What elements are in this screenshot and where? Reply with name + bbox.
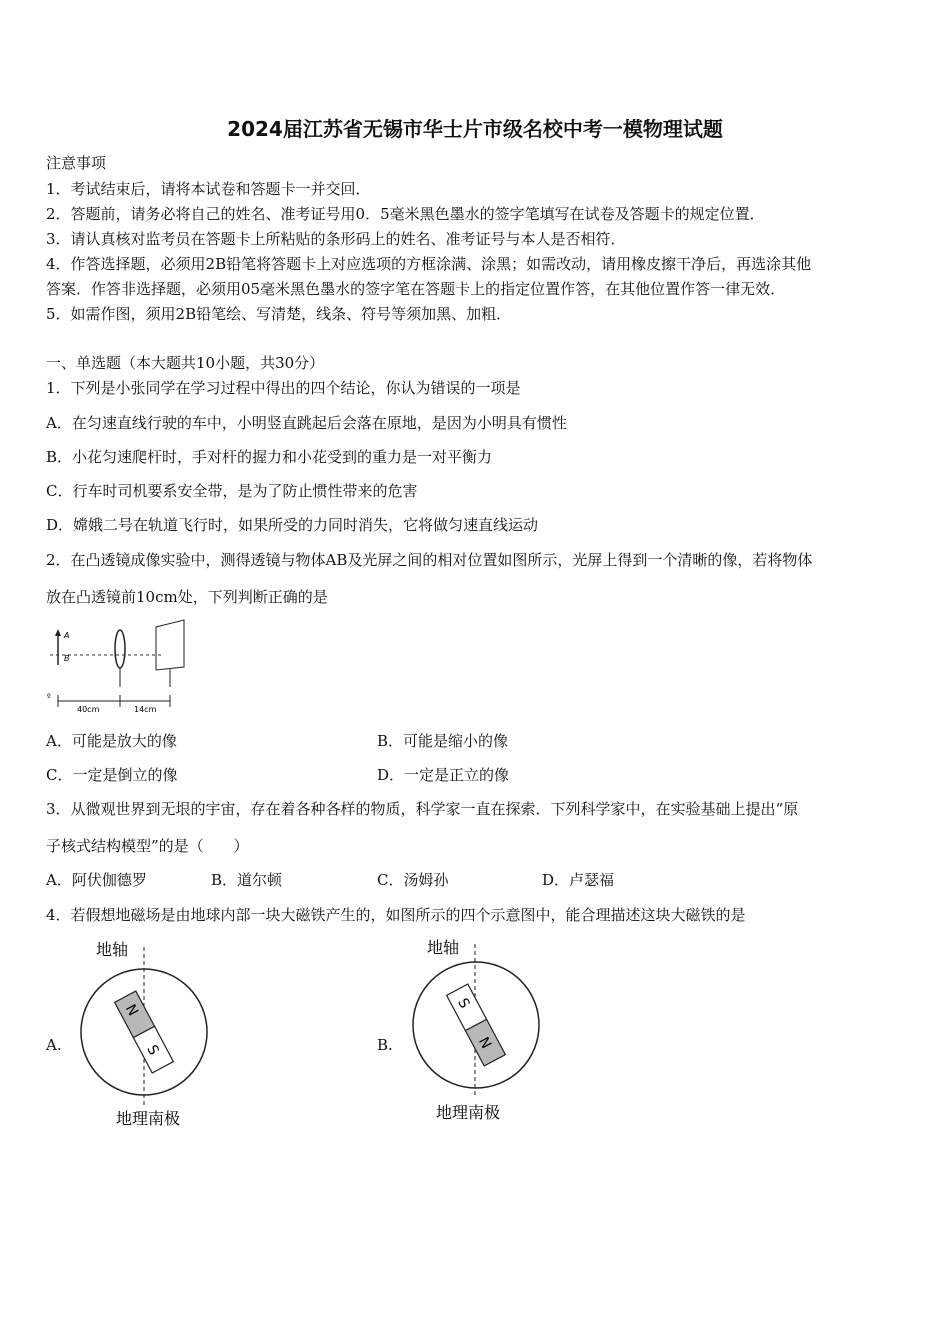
earth-magnet-figure-a bbox=[70, 935, 220, 1135]
question-4-option-b: B. bbox=[377, 1036, 393, 1054]
bar-magnet bbox=[447, 984, 506, 1066]
south-pole-label: 地理南极 bbox=[436, 1103, 501, 1122]
question-3-stem-line1: 3．从微观世界到无垠的宇宙，存在着各种各样的物质，科学家一直在探索．下列科学家中，在实验基础上提出“原 bbox=[46, 800, 799, 818]
object-label-b: B bbox=[64, 654, 70, 663]
note-item: 1．考试结束后，请将本试卷和答题卡一并交回． bbox=[46, 180, 371, 198]
question-2-option-d: D．一定是正立的像 bbox=[377, 766, 510, 784]
dimension-label-40cm: 40cm bbox=[77, 705, 100, 714]
object-label-a: A bbox=[64, 631, 70, 640]
note-item: 5．如需作图，须用2B铅笔绘、写清楚，线条、符号等须加黑、加粗． bbox=[46, 305, 512, 323]
earth-axis-label: 地轴 bbox=[96, 940, 129, 959]
note-item: 3．请认真核对监考员在答题卡上所粘贴的条形码上的姓名、准考证号与本人是否相符． bbox=[46, 230, 626, 248]
question-2-option-a: A．可能是放大的像 bbox=[46, 732, 177, 750]
question-1-option-d: D．嫦娥二号在轨道飞行时，如果所受的力同时消失，它将做匀速直线运动 bbox=[46, 516, 539, 534]
note-item: 2．答题前，请务必将自己的姓名、准考证号用0．5毫米黑色墨水的签字笔填写在试卷及答题卡的规定位置． bbox=[46, 205, 765, 223]
question-4-stem: 4．若假想地磁场是由地球内部一块大磁铁产生的，如图所示的四个示意图中，能合理描述这块大磁铁的是 bbox=[46, 906, 746, 924]
question-2-option-c: C．一定是倒立的像 bbox=[46, 766, 178, 784]
pole-label-s: S bbox=[143, 1042, 162, 1058]
south-pole-label: 地理南极 bbox=[116, 1109, 181, 1128]
question-1-stem: 1．下列是小张同学在学习过程中得出的四个结论，你认为错误的一项是 bbox=[46, 379, 521, 397]
question-3-option-a: A．阿伏伽德罗 bbox=[46, 871, 147, 889]
object-arrow-head bbox=[55, 629, 61, 636]
page-title: 2024届江苏省无锡市华士片市级名校中考一模物理试题 bbox=[227, 117, 723, 141]
lens-setup-figure bbox=[44, 615, 204, 717]
question-1-option-a: A．在匀速直线行驶的车中，小明竖直跳起后会落在原地，是因为小明具有惯性 bbox=[46, 414, 567, 432]
notes-heading: 注意事项 bbox=[46, 154, 107, 172]
note-item: 答案．作答非选择题，必须用05毫米黑色墨水的签字笔在答题卡上的指定位置作答，在其他位置作答一律无效． bbox=[46, 280, 786, 298]
convex-lens bbox=[115, 630, 125, 668]
question-2-stem-line1: 2．在凸透镜成像实验中，测得透镜与物体AB及光屏之间的相对位置如图所示，光屏上得到一个清晰的像，若将物体 bbox=[46, 551, 813, 569]
note-item: 4．作答选择题，必须用2B铅笔将答题卡上对应选项的方框涂满、涂黑；如需改动，请用橡皮擦干净后，再选涂其他 bbox=[46, 255, 812, 273]
question-2-stem-line2: 放在凸透镜前10cm处，下列判断正确的是 bbox=[46, 588, 328, 606]
section-heading: 一、单选题（本大题共10小题，共30分） bbox=[46, 354, 325, 372]
question-1-option-c: C．行车时司机要系安全带，是为了防止惯性带来的危害 bbox=[46, 482, 418, 500]
earth-axis-label: 地轴 bbox=[427, 938, 460, 957]
earth-magnet-figure-b bbox=[400, 930, 550, 1130]
pole-label-n: N bbox=[474, 1034, 495, 1052]
question-2-option-b: B．可能是缩小的像 bbox=[377, 732, 509, 750]
pole-label-s: S bbox=[454, 995, 473, 1012]
question-3-option-b: B．道尔顿 bbox=[211, 871, 283, 889]
question-1-option-b: B．小花匀速爬杆时，手对杆的握力和小花受到的重力是一对平衡力 bbox=[46, 448, 493, 466]
dimension-label-14cm: 14cm bbox=[134, 705, 157, 714]
question-4-option-a: A. bbox=[46, 1036, 62, 1054]
question-3-option-d: D．卢瑟福 bbox=[542, 871, 615, 889]
question-3-option-c: C．汤姆孙 bbox=[377, 871, 449, 889]
origin-mark: º bbox=[47, 692, 51, 701]
light-screen bbox=[156, 620, 184, 670]
pole-label-n: N bbox=[121, 1002, 141, 1019]
question-3-stem-line2: 子核式结构模型”的是（ ） bbox=[46, 837, 249, 855]
